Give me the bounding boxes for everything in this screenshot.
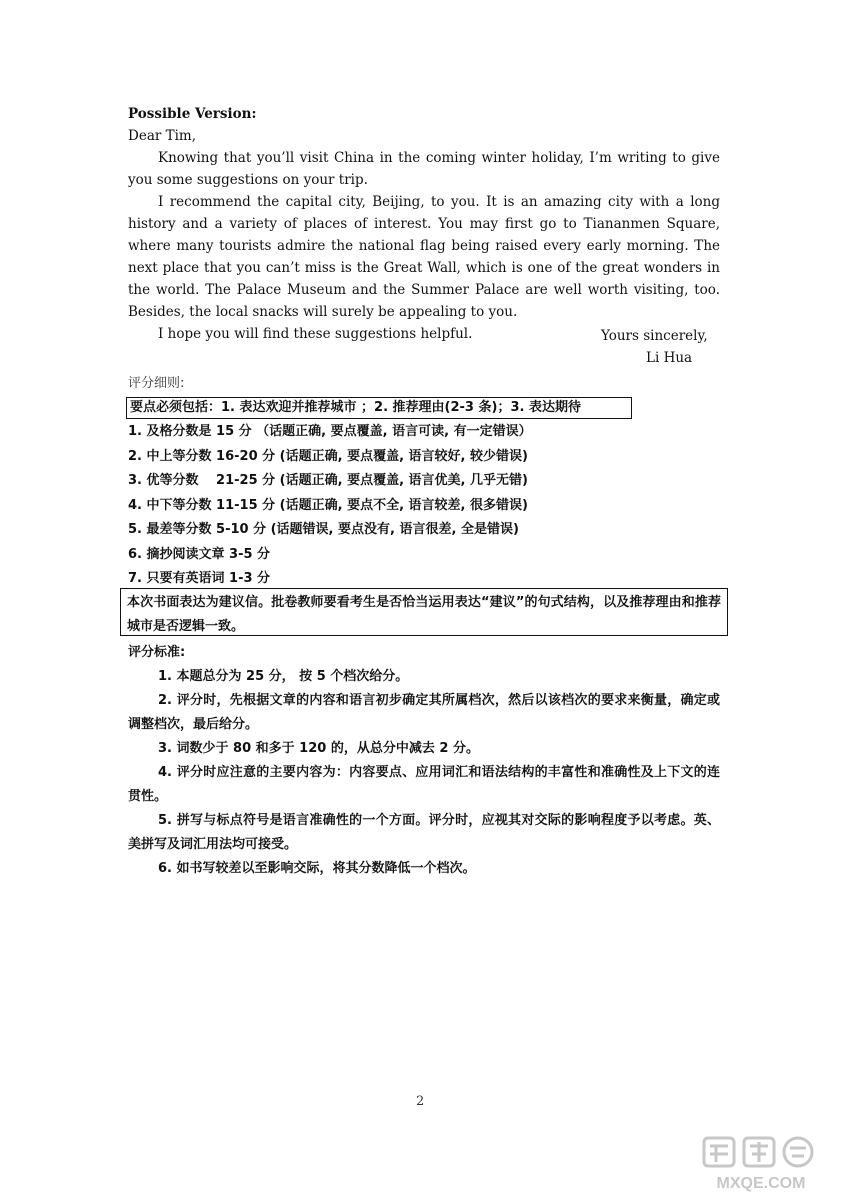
rubric-item: 1. 及格分数是 15 分 （话题正确, 要点覆盖, 语言可读, 有一定错误） bbox=[128, 424, 532, 439]
rubric-item: 5. 最差等分数 5-10 分 (话题错误, 要点没有, 语言很差, 全是错误) bbox=[128, 522, 519, 537]
letter-signature: Li Hua bbox=[646, 350, 693, 366]
watermark-logo bbox=[686, 1134, 836, 1194]
standard-item: 5. 拼写与标点符号是语言准确性的一个方面。评分时，应视其对交际的影响程度予以考虑。英、美拼写及词汇用法均可接受。 bbox=[128, 813, 720, 852]
letter-paragraph-2: I recommend the capital city, Beijing, to you. It is an amazing city with a long history and a variety of places of interest. You may first go to Tiananmen Square, where many tourists admire the national flag being raised every early morning. The next place that you can’t miss is the Great Wall, which is one of the great wonders in the world. The Palace Museum and the Summer Palace are well worth visiting, too. Besides, the local snacks will surely be appealing to you. bbox=[128, 194, 720, 320]
standard-item: 4. 评分时应注意的主要内容为：内容要点、应用词汇和语法结构的丰富性和准确性及上下文的连贯性。 bbox=[128, 765, 720, 804]
letter-paragraph-1: Knowing that you’ll visit China in the coming winter holiday, I’m writing to give you some suggestions on your trip. bbox=[128, 150, 720, 188]
rubric-item: 2. 中上等分数 16-20 分 (话题正确, 要点覆盖, 语言较好, 较少错误) bbox=[128, 448, 528, 464]
standard-item: 2. 评分时，先根据文章的内容和语言初步确定其所属档次，然后以该档次的要求来衡量，确定或调整档次，最后给分。 bbox=[128, 693, 720, 732]
rubric-title: 评分细则: bbox=[128, 376, 185, 391]
rubric-item: 4. 中下等分数 11-15 分 (话题正确, 要点不全, 语言较差, 很多错误) bbox=[128, 497, 528, 513]
page-number: 2 bbox=[416, 1094, 425, 1109]
watermark-text: MXQE.COM bbox=[716, 1175, 806, 1192]
grading-note-text: 本次书面表达为建议信。批卷教师要看考生是否恰当运用表达“建议”的句式结构，以及推荐理由和推荐城市是否逻辑一致。 bbox=[127, 595, 721, 634]
standard-item: 1. 本题总分为 25 分， 按 5 个档次给分。 bbox=[158, 669, 409, 684]
standard-item: 6. 如书写较差以至影响交际，将其分数降低一个档次。 bbox=[158, 861, 476, 876]
grading-note-box bbox=[120, 588, 728, 636]
standards-section bbox=[128, 641, 720, 881]
rubric-item: 6. 摘抄阅读文章 3-5 分 bbox=[128, 546, 271, 562]
version-heading: Possible Version: bbox=[128, 106, 257, 122]
key-points-box bbox=[126, 397, 632, 419]
letter-section bbox=[128, 103, 720, 345]
letter-closing: Yours sincerely, bbox=[601, 328, 708, 344]
rubric-list bbox=[128, 420, 720, 592]
salutation: Dear Tim, bbox=[128, 128, 197, 144]
standard-item: 3. 词数少于 80 和多于 120 的，从总分中减去 2 分。 bbox=[158, 741, 479, 756]
rubric-item: 7. 只要有英语词 1-3 分 bbox=[128, 571, 271, 586]
standards-title: 评分标准: bbox=[128, 645, 186, 660]
rubric-item: 3. 优等分数 21-25 分 (话题正确, 要点覆盖, 语言优美, 几乎无错) bbox=[128, 473, 528, 488]
key-points-text: 要点必须包括：1. 表达欢迎并推荐城市 ；2. 推荐理由(2-3 条)；3. 表达期待 bbox=[130, 400, 581, 415]
letter-paragraph-3: I hope you will find these suggestions helpful. bbox=[158, 326, 473, 342]
